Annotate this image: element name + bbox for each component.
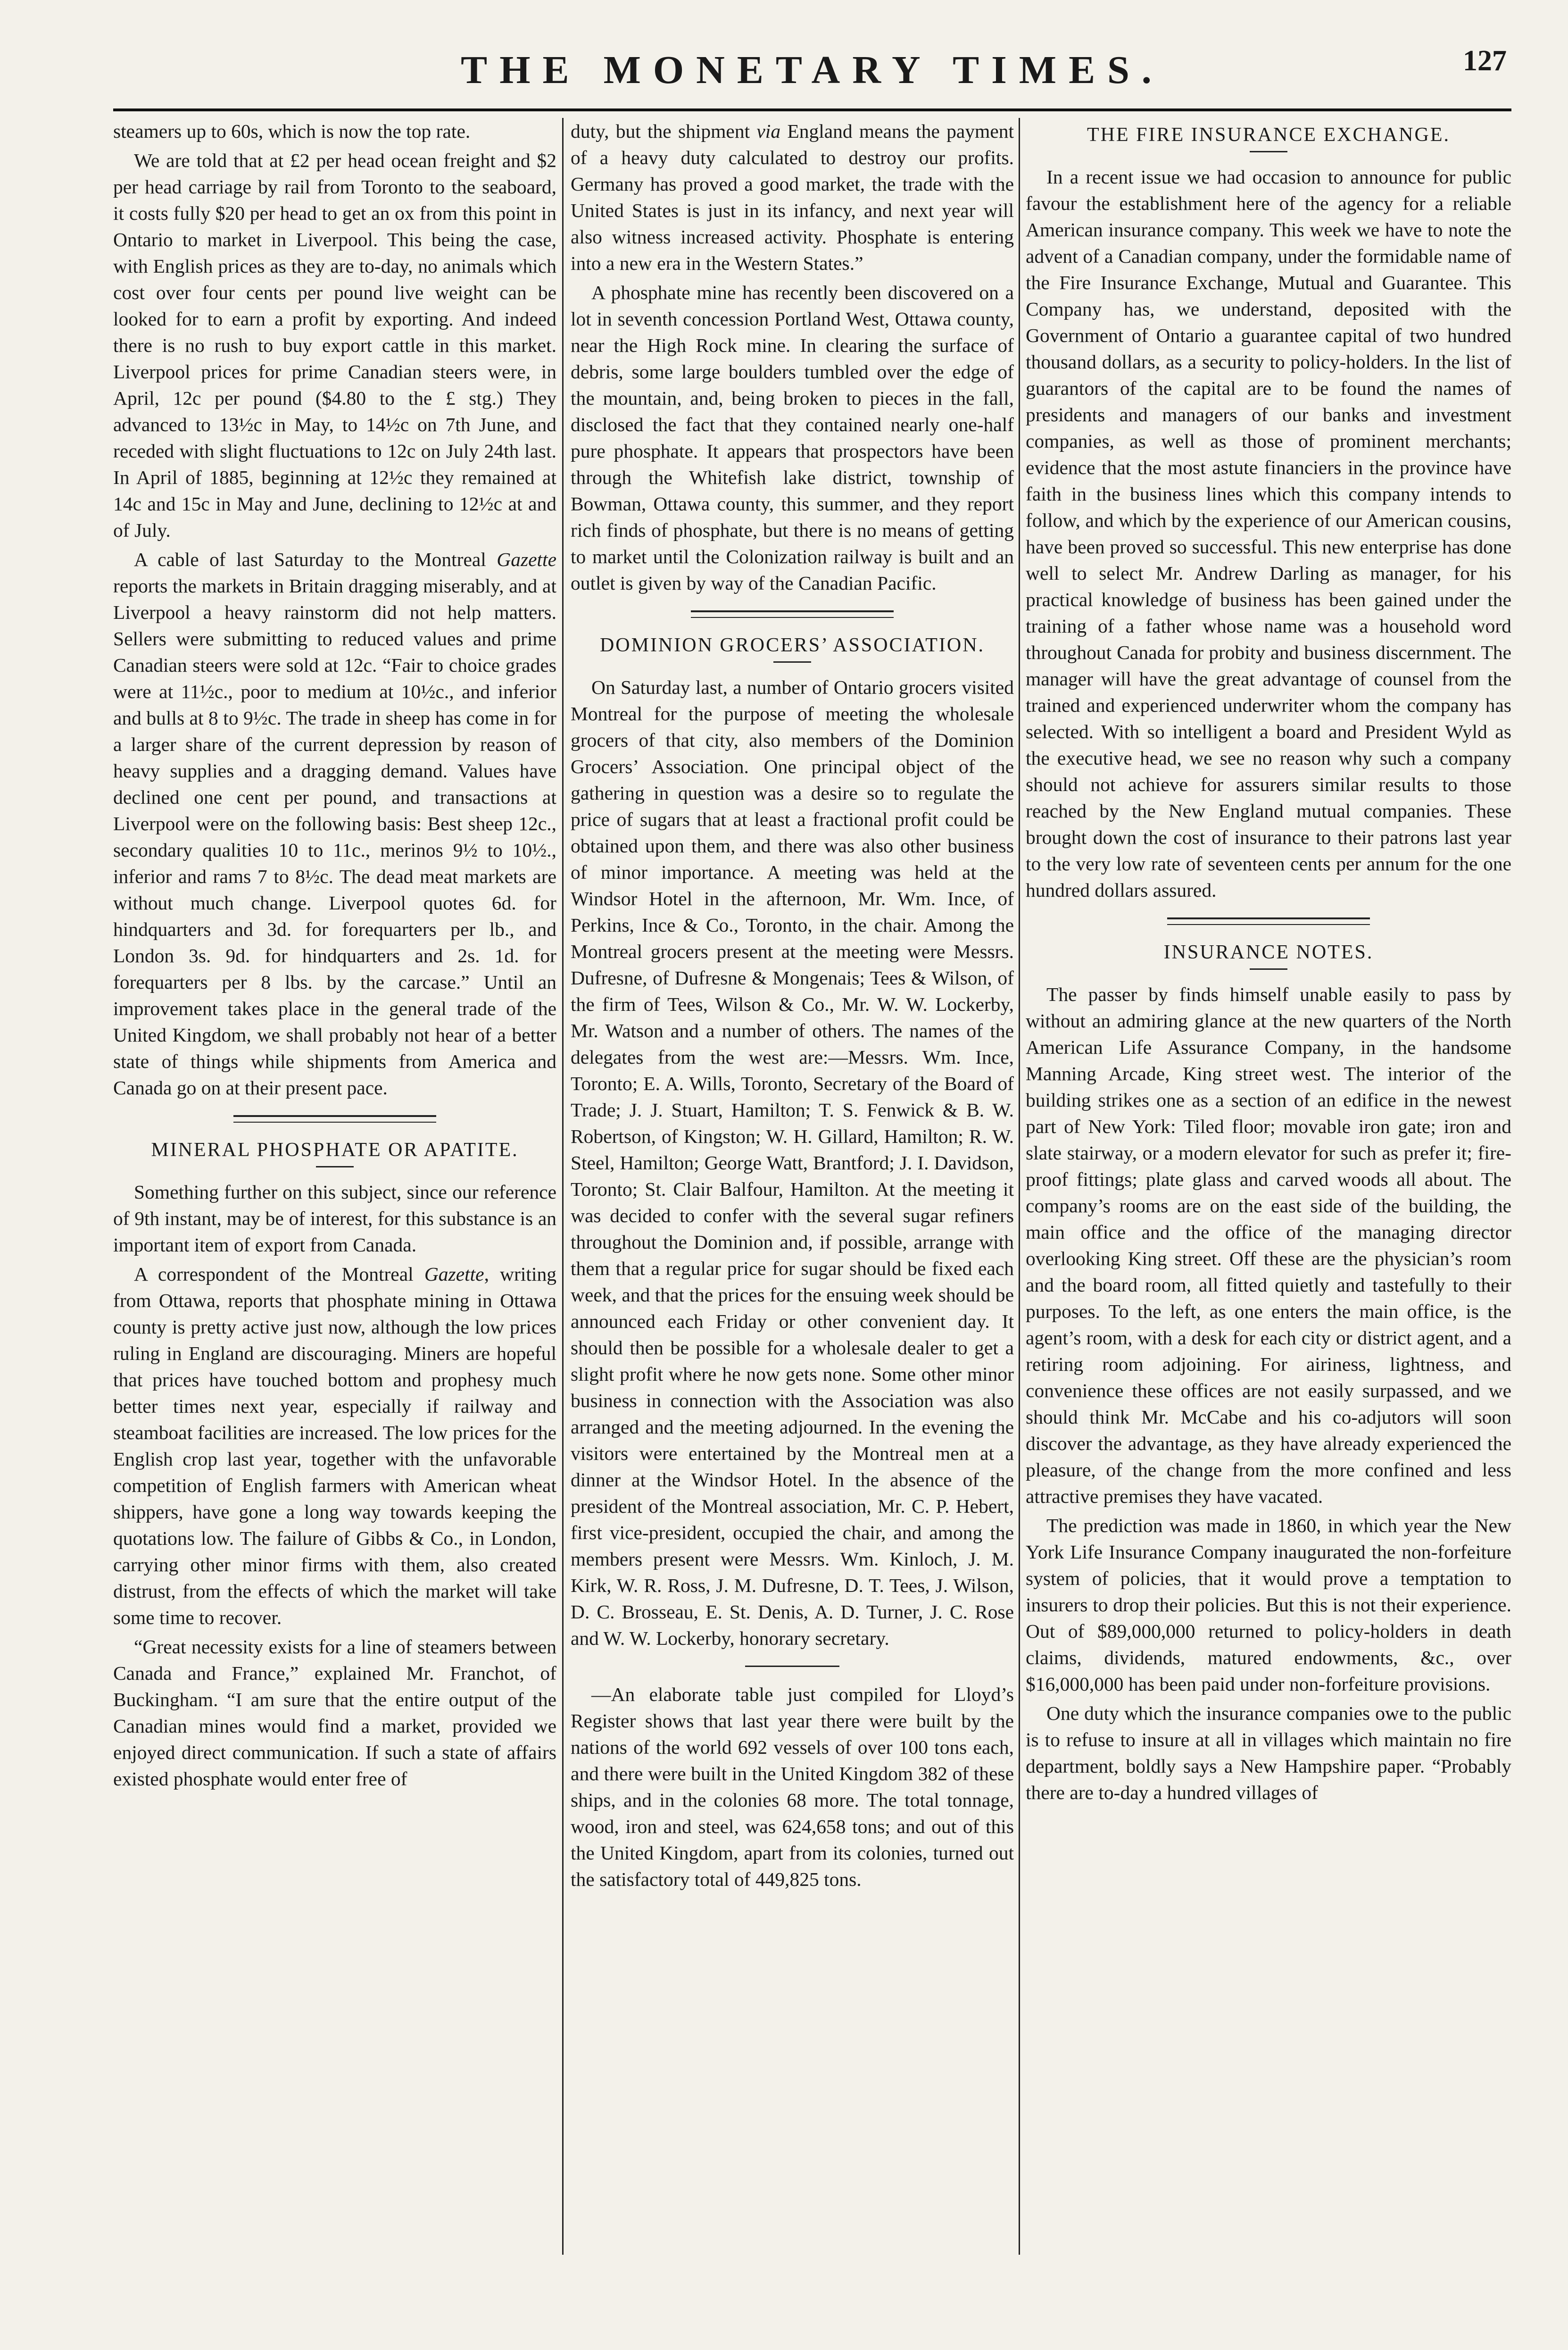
page-number: 127 (1463, 45, 1507, 77)
article-paragraph: On Saturday last, a number of Ontario grocers visited Montreal for the purpose of meeting the wholesale grocers of that city, also members of the Dominion Grocers’ Association. One principal object of the gathering in question was a desire so to regulate the price of sugars that at least a fractional profit could be obtained upon them, and there was also other business of minor importance. A meeting was held at the Windsor Hotel in the afternoon, Mr. Wm. Ince, of Perkins, Ince & Co., Toronto, in the chair. Among the Montreal grocers present at the meeting were Messrs. Dufresne, of Dufresne & Mongenais; Tees & Wilson, of the firm of Tees, Wilson & Co., Mr. W. W. Lockerby, Mr. Watson and a number of others. The names of the delegates from the west are:—Messrs. Wm. Ince, Toronto; E. A. Wills, Toronto, Secretary of the Board of Trade; J. J. Stuart, Hamilton; T. S. Fenwick & B. W. Robertson, of Kingston; W. H. Gillard, Hamilton; R. W. Steel, Hamilton; George Watt, Brantford; J. I. Davidson, Toronto; St. Clair Balfour, Hamilton. At the meeting it was decided to confer with the several sugar refiners throughout the Dominion and, if possible, arrange with them that a regular price for sugar should be fixed each week, and that the prices for the ensuing week should be announced each Friday or other convenient day. It should then be possible for a wholesale dealer to get a slight profit where he now gets none. Some other minor business in connection with the Association was also arranged and the meeting adjourned. In the evening the visitors were entertained by the Montreal men at a dinner at the Windsor Hotel. In the absence of the president of the Montreal association, Mr. C. P. Hebert, first vice-president, occupied the chair, and among the members present were Messrs. Wm. Kinloch, J. M. Kirk, W. R. Ross, J. M. Dufresne, D. T. Tees, J. Wilson, D. C. Brosseau, E. St. Denis, A. D. Turner, J. C. Rose and W. W. Lockerby, honorary secretary. (571, 676, 1014, 1649)
article-paragraph: One duty which the insurance companies owe to the public is to refuse to insure at all in villages which maintain no fire department, boldly says a New Hampshire paper. “Probably there are to-day a hundred villages of (1026, 1702, 1511, 1803)
heading-rule (1250, 151, 1287, 152)
masthead-rule (113, 108, 1511, 111)
item-separator (745, 1666, 839, 1667)
heading-rule (316, 1166, 354, 1167)
section-heading: DOMINION GROCERS’ ASSOCIATION. (599, 634, 985, 656)
article-paragraph: The passer by finds himself unable easily to pass by without an admiring glance at the new quarters of the North American Life Assurance Company, in the handsome Manning Arcade, King street west. The interior of the building strikes one as a section of an edifice in the newest part of New York: Tiled floor; movable iron gate; iron and slate stairway, or a modern elevator for such as prefer it; fire-proof fittings; plate glass and carved woods all about. The company’s rooms are on the east side of the building, the main office and the office of the managing director overlooking King street. Off these are the physician’s room and the board room, all fitted quietly and tastefully to their purposes. To the left, as one enters the main office, is the agent’s room, with a desk for each city or district agent, and a retiring room adjoining. For airiness, lightness, and convenience these offices are not easily surpassed, and we should think Mr. McCabe and his co-adjutors will soon discover the advantage, as they have already experienced the pleasure, of the change from the more confined and less attractive premises they have vacated. (1026, 983, 1511, 1507)
article-paragraph: A phosphate mine has recently been discovered on a lot in seventh concession Portland West, Ottawa county, near the High Rock mine. In clearing the surface of debris, some large boulders tumbled over the edge of the mountain, and, being broken to pieces in the fall, disclosed the fact that they contained nearly one-half pure phosphate. It appears that prospectors have been through the Whitefish lake district, township of Bowman, Ottawa county, this summer, and they report rich finds of phosphate, but there is no means of getting to market until the Colonization railway is built and an outlet is given by way of the Canadian Pacific. (571, 282, 1014, 594)
section-heading: INSURANCE NOTES. (1163, 942, 1374, 963)
article-paragraph: —An elaborate table just compiled for Lloyd’s Register shows that last year there were built by the nations of the world 692 vessels of over 100 tons each, and there were built in the United Kingdom 382 of these ships, and in the colonies 68 more. The total tonnage, wood, iron and steel, was 624,658 tons; and out of this the United Kingdom, apart from its colonies, turned out the satisfactory total of 449,825 tons. (571, 1683, 1014, 1890)
heading-rule (773, 661, 811, 663)
article-paragraph: duty, but the shipment via England means the payment of a heavy duty calculated to destroy our profits. Germany has proved a good market, the trade with the United States is just in its infancy, and next year will also witness increased activity. Phosphate is entering into a new era in the Western States.” (571, 120, 1014, 274)
column-2 (571, 118, 1014, 2255)
heading-rule (1250, 968, 1287, 970)
article-paragraph: The prediction was made in 1860, in which year the New York Life Insurance Company inaugurated the non-forfeiture system of policies, that it would prove a temptation to insurers to drop their policies. But this is not their experience. Out of $89,000,000 returned to policy-holders in death claims, dividends, matured endowments, &c., over $16,000,000 has been paid under non-forfeiture provisions. (1026, 1515, 1511, 1695)
article-paragraph: “Great necessity exists for a line of steamers between Canada and France,” explained Mr. Franchot, of Buckingham. “I am sure that the entire output of the Canadian mines would find a market, provided we enjoyed direct communication. If such a state of affairs existed phosphate would enter free of (113, 1636, 556, 1790)
section-heading: MINERAL PHOSPHATE OR APATITE. (151, 1139, 519, 1161)
section-separator (691, 610, 894, 618)
column-3 (1026, 118, 1511, 2255)
article-paragraph: A cable of last Saturday to the Montreal Gazette reports the markets in Britain dragging miserably, and at Liverpool a heavy rainstorm did not help matters. Sellers were submitting to reduced values and prime Canadian steers were sold at 12c. “Fair to choice grades were at 11½c., poor to medium at 10½c., and inferior and bulls at 8 to 9½c. The trade in sheep has come in for a larger share of the current depression by reason of heavy supplies and a dragging demand. Values have declined one cent per pound, and transactions at Liverpool were on the following basis: Best sheep 12c., secondary qualities 10 to 11c., merinos 9½ to 10½., inferior and rams 7 to 8½c. The dead meat markets are without much change. Liverpool quotes 6d. for hindquarters and 3d. for forequarters per lb., and London 3s. 9d. for hindquarters and 2s. 1d. for forequarters per 8 lbs. by the carcase.” Until an improvement takes place in the general trade of the United Kingdom, we shall probably not hear of a better state of things while shipments from America and Canada go on at their present pace. (113, 549, 556, 1099)
newspaper-title: THE MONETARY TIMES. (461, 48, 1164, 92)
section-separator (233, 1115, 436, 1123)
article-paragraph: Something further on this subject, since our reference of 9th instant, may be of interest, for this substance is an important item of export from Canada. (113, 1181, 556, 1256)
column-1 (113, 118, 556, 2255)
article-paragraph: A correspondent of the Montreal Gazette, writing from Ottawa, reports that phosphate mining in Ottawa county is pretty active just now, although the low prices ruling in England are discouraging. Miners are hopeful that prices have touched bottom and prophesy much better times next year, especially if railway and steamboat facilities are increased. The low prices for the English crop last year, together with the unfavorable competition of English farmers with American wheat shippers, have gone a long way towards keeping the quotations low. The failure of Gibbs & Co., in London, carrying other minor firms with them, also created distrust, from the effects of which the market will take some time to recover. (113, 1263, 556, 1628)
article-paragraph: We are told that at £2 per head ocean freight and $2 per head carriage by rail from Toronto to the seaboard, it costs fully $20 per head to get an ox from this point in Ontario to market in Liverpool. This being the case, with English prices as they are to-day, no animals which cost over four cents per pound live weight can be looked for to earn a profit by exporting. And indeed there is no rush to buy export cattle in this market. Liverpool prices for prime Canadian steers were, in April, 12c per pound ($4.80 to the £ stg.) They advanced to 13½c in May, to 14½c on 7th June, and receded with slight fluctuations to 12c on July 24th last. In April of 1885, beginning at 12½c they remained at 14c and 15c in May and June, declining to 12½c at and of July. (113, 150, 556, 541)
column-divider (562, 118, 564, 2255)
column-divider (1019, 118, 1020, 2255)
section-separator (1167, 917, 1370, 925)
article-paragraph: steamers up to 60s, which is now the top rate. (113, 120, 471, 142)
masthead (113, 38, 1511, 104)
article-paragraph: In a recent issue we had occasion to announce for public favour the establishment here of the agency for a reliable American insurance company. This week we have to note the advent of a Canadian company, under the formidable name of the Fire Insurance Exchange, Mutual and Guarantee. This Company has, we understand, deposited with the Government of Ontario a guarantee capital of two hundred thousand dollars, as a security to policy-holders. In the list of guarantors of the capital are to be found the names of presidents and managers of our banks and investment companies, as well as those of prominent merchants; evidence that the most astute financiers in the province have faith in the business lines which this company intends to follow, and which by the experience of our American cousins, have been proved so successful. This new enterprise has done well to select Mr. Andrew Darling as manager, for his practical knowledge of business has been gained under the training of a father whose name was a household word throughout Canada for probity and business discernment. The manager will have the great advantage of counsel from the trained and experienced underwriter whom the company has selected. With so intelligent a board and President Wyld as the executive head, we see no reason why such a company should not achieve for assurers similar results to those reached by the New England mutual companies. These brought down the cost of insurance to their patrons last year to the very low rate of seventeen cents per annum for the one hundred dollars assured. (1026, 166, 1511, 901)
section-heading: THE FIRE INSURANCE EXCHANGE. (1087, 124, 1450, 146)
